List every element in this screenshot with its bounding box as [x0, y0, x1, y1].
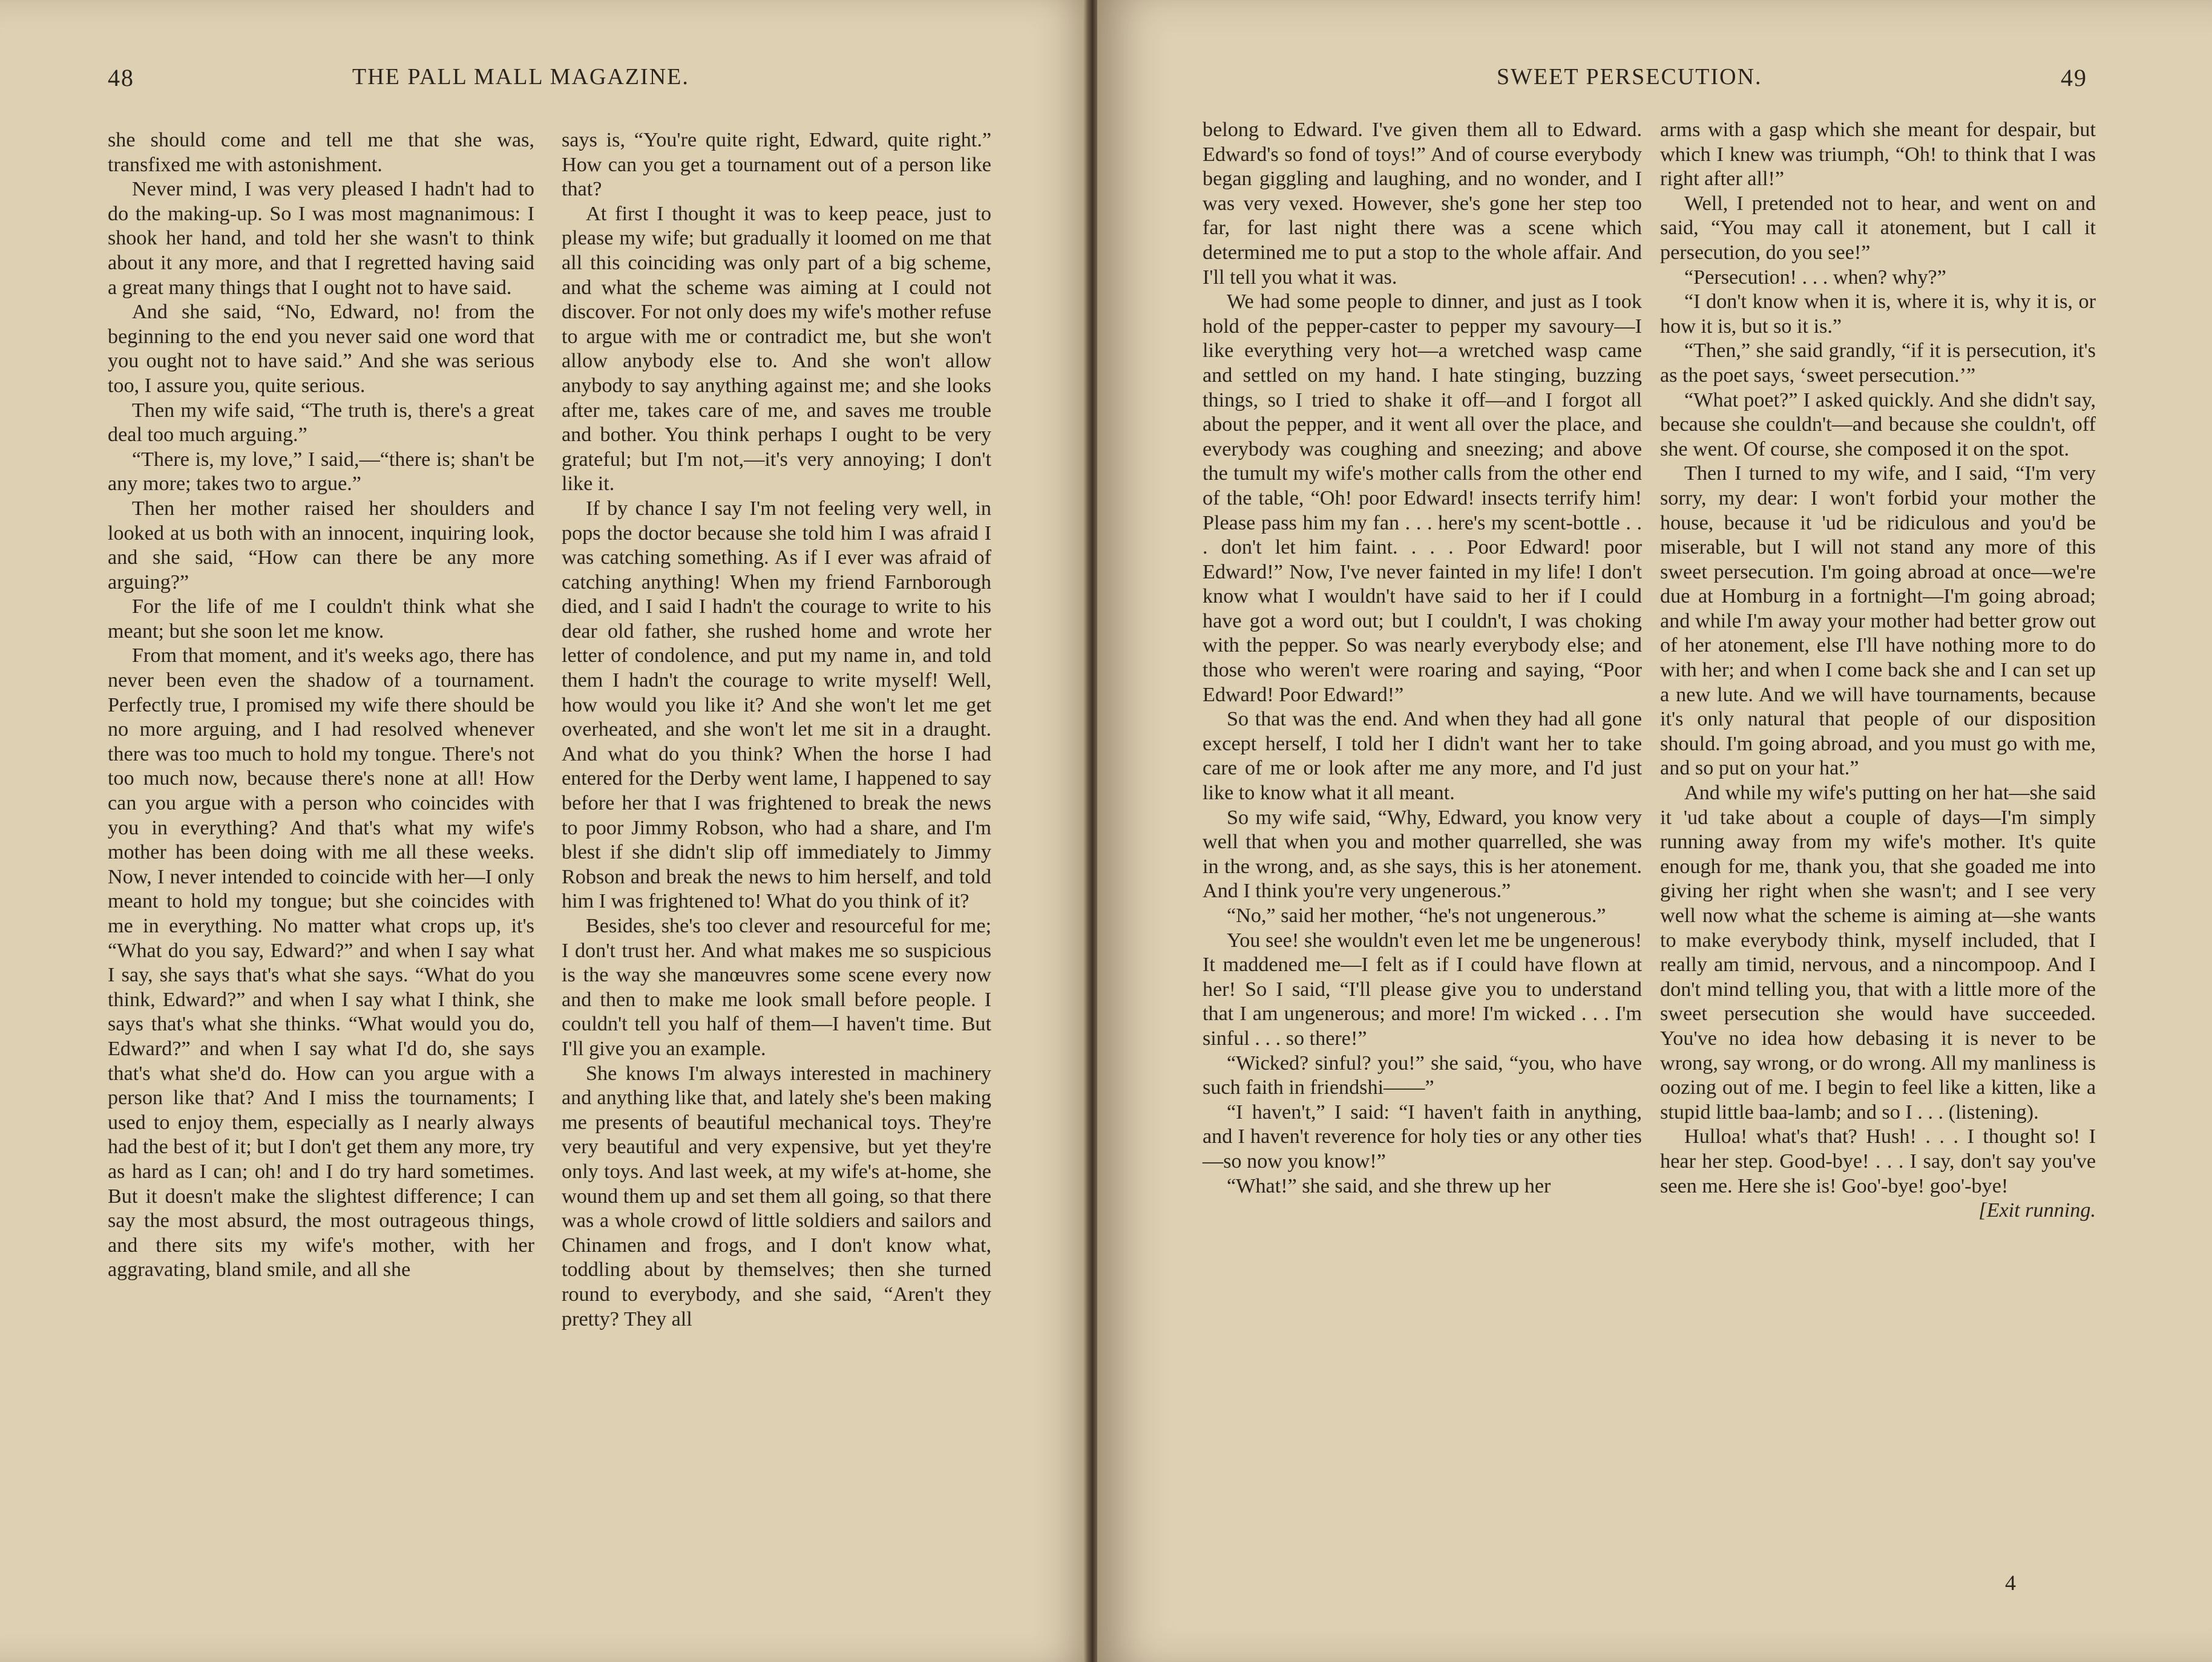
- left-column-1: [108, 128, 534, 1283]
- paragraph: So that was the end. And when they had all gone except herself, I told her I didn't want her to take care of me or look after me any more, and I'd just like to know what it all meant.: [1203, 708, 1642, 805]
- paragraph: says is, “You're quite right, Edward, quite right.” How can you get a tournament out of a person like that?: [562, 129, 991, 201]
- paragraph: And she said, “No, Edward, no! from the beginning to the end you never said one word that you ought not to have said.” And she was serious too, I assure you, quite serious.: [108, 301, 534, 397]
- paragraph: We had some people to dinner, and just as I took hold of the pepper-caster to pepper my savoury—I like everything very hot—a wretched wasp came and settled on my hand. I hate stinging, buzzing things, so I tried to shake it off—and I forgot all about the pepper, and it went all over the place, and everybody was coughing and sneezing; and above the tumult my wife's mother calls from the other end of the table, “Oh! poor Edward! insects terrify him! Please pass him my fan . . . here's my scent-bottle . . . don't let him faint. . . . Poor Edward! poor Edward!” Now, I've never fainted in my life! I don't know what I wouldn't have said to her if I could have got a word out; but I couldn't, I was choking with the pepper. So was nearly everybody else; and those who weren't were roaring and saying, “Poor Edward! Poor Edward!”: [1203, 290, 1642, 706]
- paragraph: Never mind, I was very pleased I hadn't had to do the making-up. So I was most magnanimous: I shook her hand, and told her she wasn't to think about it any more, and that I regretted having said a great many things that I ought not to have said.: [108, 178, 534, 299]
- paragraph: For the life of me I couldn't think what she meant; but she soon let me know.: [108, 595, 534, 643]
- paragraph: She knows I'm always interested in machinery and anything like that, and lately she's been making me presents of beautiful mechanical toys. They're very beautiful and very expensive, but yet they're only toys. And last week, at my wife's at-home, she wound them up and set them all going, so that there was a whole crowd of little soldiers and sailors and Chinamen and frogs, and I don't know what, toddling about by themselves; then she turned round to everybody, and she said, “Aren't they pretty? They all: [562, 1062, 991, 1330]
- paragraph: And while my wife's putting on her hat—she said it 'ud take about a couple of days—I'm simply running away from my wife's mother. It's quite enough for me, thank you, that she goaded me into giving her right when she wasn't; and I see very well now what the scheme is aiming at—she wants to make everybody think, myself included, that I really am timid, nervous, and a nincompoop. And I don't mind telling you, that with a little more of the sweet persecution she would have succeeded. You've no idea how debasing it is never to be wrong, say wrong, or do wrong. All my manliness is oozing out of me. I begin to feel like a kitten, like a stupid little baa-lamb; and so I . . . (listening).: [1660, 782, 2096, 1124]
- paragraph: “I haven't,” I said: “I haven't faith in anything, and I haven't reverence for holy ties or any other ties—so now you know!”: [1203, 1101, 1642, 1173]
- paragraph: “No,” said her mother, “he's not ungenerous.”: [1227, 905, 1606, 927]
- paragraph: “Wicked? sinful? you!” she said, “you, who have such faith in friendshi——”: [1203, 1052, 1642, 1099]
- paragraph: You see! she wouldn't even let me be ungenerous! It maddened me—I felt as if I could have flown at her! So I said, “I'll please give you to understand that I am ungenerous; and more! I'm wicked . . . I'm sinful . . . so there!”: [1203, 929, 1642, 1050]
- paragraph: Then my wife said, “The truth is, there's a great deal too much arguing.”: [108, 399, 534, 447]
- running-head: SWEET PERSECUTION.: [1497, 64, 1762, 90]
- paragraph: “Then,” she said grandly, “if it is persecution, it's as the poet says, ‘sweet persecution.’”: [1660, 339, 2096, 387]
- left-page: [0, 0, 1092, 1662]
- paragraph: “What poet?” I asked quickly. And she didn't say, because she couldn't—and because she couldn't, off she went. Of course, she composed it on the spot.: [1660, 388, 2096, 460]
- right-column-2: [1660, 118, 2096, 1223]
- left-column-2: [562, 128, 991, 1332]
- paragraph: Well, I pretended not to hear, and went on and said, “You may call it atonement, but I call it persecution, do you see!”: [1660, 192, 2096, 264]
- paragraph: “There is, my love,” I said,—“there is; shan't be any more; takes two to argue.”: [108, 448, 534, 496]
- paragraph: Then her mother raised her shoulders and looked at us both with an innocent, inquiring look, and she said, “How can there be any more arguing?”: [108, 497, 534, 594]
- paragraph: “Persecution! . . . when? why?”: [1684, 266, 1946, 289]
- paragraph: she should come and tell me that she was, transfixed me with astonishment.: [108, 129, 534, 176]
- page-number: 48: [108, 64, 134, 91]
- paragraph: “I don't know when it is, where it is, why it is, or how it is, but so it is.”: [1660, 290, 2096, 338]
- stage-direction: [Exit running.: [1978, 1199, 2096, 1222]
- signature-mark: 4: [2005, 1571, 2016, 1595]
- paragraph: If by chance I say I'm not feeling very well, in pops the doctor because she told him I was afraid I was catching something. As if I ever was afraid of catching anything! When my friend Farnborough died, and I said I hadn't the courage to write to his dear old father, she rushed home and wrote her letter of condolence, and put my name in, and told them I hadn't the courage to write myself! Well, how would you like it? And she won't let me get overheated, and she won't let me sit in a draught. And what do you think? When the horse I had entered for the Derby went lame, I happened to say before her that I was frightened to break the news to poor Jimmy Robson, who had a share, and I'm blest if she didn't slip off immediately to Jimmy Robson and break the news to him herself, and told him I was frightened to! What do you think of it?: [562, 497, 991, 913]
- running-head: THE PALL MALL MAGAZINE.: [352, 64, 689, 90]
- paragraph: At first I thought it was to keep peace, just to please my wife; but gradually it loomed on me that all this coinciding was only part of a big scheme, and what the scheme was aiming at I could not discover. For not only does my wife's mother refuse to argue with me or contradict me, but she won't allow anybody else to. And she won't allow anybody to say anything against me; and she looks after me, takes care of me, and saves me trouble and bother. You think perhaps I ought to be very grateful; but I'm not,—it's very annoying; I don't like it.: [562, 202, 991, 496]
- paragraph: From that moment, and it's weeks ago, there has never been even the shadow of a tournament. Perfectly true, I promised my wife there should be no more arguing, and I had resolved whenever there was too much to hold my tongue. There's not too much now, because there's none at all! How can you argue with a person who coincides with you in everything? And that's what my wife's mother has been doing with me all these weeks. Now, I never intended to coincide with her—I only meant to hold my tongue; but she coincides with me in everything. No matter what crops up, it's “What do you say, Edward?” and when I say what I say, she says that's what she says. “What do you think, Edward?” and when I say what I think, she says that's what she thinks. “What would you do, Edward?” and when I say what I'd do, she says that's what she'd do. How can you argue with a person like that? And I miss the tournaments; I used to enjoy them, especially as I nearly always had the best of it; but I don't get them any more, try as hard as I can; oh! and I do try hard sometimes. But it doesn't make the slightest difference; I can say the most absurd, the most outrageous things, and there sits my wife's mother, with her aggravating, bland smile, and all she: [108, 644, 534, 1281]
- page-number: 49: [2061, 64, 2087, 91]
- right-column-1: [1203, 118, 1642, 1199]
- paragraph: Besides, she's too clever and resourceful for me; I don't trust her. And what makes me so suspicious is the way she manœuvres some scene every now and then to make me look small before people. I couldn't tell you half of them—I haven't time. But I'll give you an example.: [562, 915, 991, 1060]
- paragraph: Hulloa! what's that? Hush! . . . I thought so! I hear her step. Good-bye! . . . I say, don't say you've seen me. Here she is! Goo'-bye! goo'-bye!: [1660, 1125, 2096, 1197]
- paragraph: belong to Edward. I've given them all to Edward. Edward's so fond of toys!” And of course everybody began giggling and laughing, and no wonder, and I was very vexed. However, she's gone her step too far, for last night there was a scene which determined me to put a stop to the whole affair. And I'll tell you what it was.: [1203, 119, 1642, 289]
- paragraph: arms with a gasp which she meant for despair, but which I knew was triumph, “Oh! to think that I was right after all!”: [1660, 119, 2096, 191]
- paragraph: “What!” she said, and she threw up her: [1227, 1174, 1551, 1197]
- paragraph: So my wife said, “Why, Edward, you know very well that when you and mother quarrelled, she was in the wrong, and, as she says, this is her atonement. And I think you're very ungenerous.”: [1203, 806, 1642, 903]
- right-page: [1097, 0, 2212, 1662]
- paragraph: Then I turned to my wife, and I said, “I'm very sorry, my dear: I won't forbid your mother the house, because it 'ud be ridiculous and you'd be miserable, but I will not stand any more of this sweet persecution. I'm going abroad at once—we're due at Homburg in a fortnight—I'm going abroad; and while I'm away your mother had better grow out of her atonement, else I'll have nothing more to do with her; and when I come back she and I can set up a new lute. And we will have tournaments, because it's only natural that people of our disposition should. I'm going abroad, and you must go with me, and so put on your hat.”: [1660, 462, 2096, 780]
